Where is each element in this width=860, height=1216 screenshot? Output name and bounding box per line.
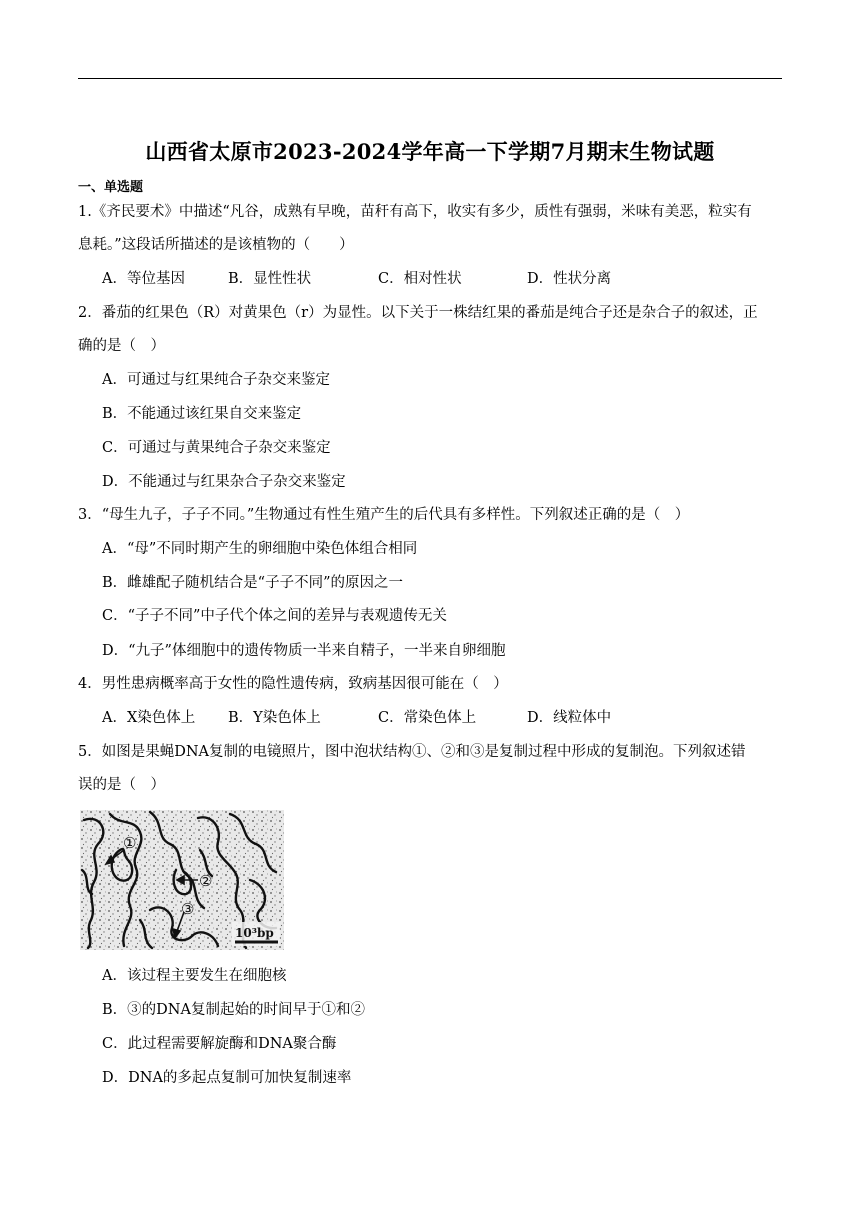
question-1-stem-line-1: 1.《齐民要术》中描述“凡谷，成熟有早晚，苗秆有高下，收实有多少，质性有强弱，米味有美恶，粒实有	[78, 204, 752, 220]
question-3-stem-line-1: 3．“母生九子，子子不同。”生物通过有性生殖产生的后代具有多样性。下列叙述正确的是（ ）	[78, 507, 690, 523]
question-2-option-c[interactable]: C．可通过与黄果纯合子杂交来鉴定	[102, 440, 331, 456]
question-2-stem-line-2: 确的是（ ）	[78, 338, 165, 354]
question-2-option-d[interactable]: D．不能通过与红果杂合子杂交来鉴定	[102, 474, 346, 490]
page-title: 山西省太原市2023-2024学年高一下学期7月期末生物试题	[145, 139, 715, 164]
question-3-option-c[interactable]: C．“子子不同”中子代个体之间的差异与表观遗传无关	[102, 608, 447, 624]
figure-scale-label: 10³bp	[235, 926, 274, 940]
question-1-option-c[interactable]: C．相对性状	[378, 271, 462, 287]
question-2-stem-line-1: 2．番茄的红果色（R）对黄果色（r）为显性。以下关于一株结红果的番茄是纯合子还是杂合子的叙述，正	[78, 305, 758, 321]
question-1-option-b[interactable]: B．显性性状	[228, 271, 312, 287]
header-rule	[78, 78, 782, 79]
question-5-stem-line-1: 5．如图是果蝇DNA复制的电镜照片，图中泡状结构①、②和③是复制过程中形成的复制泡。下列叙述错	[78, 744, 746, 760]
question-4-option-a[interactable]: A．X染色体上	[102, 710, 196, 726]
question-2-option-a[interactable]: A．可通过与红果纯合子杂交来鉴定	[102, 372, 330, 388]
figure-marker-3: ③	[181, 900, 195, 918]
question-5-option-d[interactable]: D．DNA的多起点复制可加快复制速率	[102, 1070, 352, 1086]
dna-replication-micrograph	[80, 810, 284, 950]
question-4-stem-line-1: 4．男性患病概率高于女性的隐性遗传病，致病基因很可能在（ ）	[78, 676, 508, 692]
question-4-option-b[interactable]: B．Y染色体上	[228, 710, 321, 726]
question-1-stem-line-2: 息耗。”这段话所描述的是该植物的（ ）	[78, 237, 354, 253]
question-3-option-b[interactable]: B．雌雄配子随机结合是“子子不同”的原因之一	[102, 575, 403, 591]
figure-marker-1: ①	[123, 834, 137, 852]
question-5-stem-line-2: 误的是（ ）	[78, 777, 165, 793]
figure-marker-2: ②	[199, 872, 213, 890]
question-5-option-c[interactable]: C．此过程需要解旋酶和DNA聚合酶	[102, 1036, 337, 1052]
question-4-option-d[interactable]: D．线粒体中	[527, 710, 612, 726]
question-5-option-a[interactable]: A．该过程主要发生在细胞核	[102, 968, 287, 984]
question-5-option-b[interactable]: B．③的DNA复制起始的时间早于①和②	[102, 1002, 365, 1018]
question-2-option-b[interactable]: B．不能通过该红果自交来鉴定	[102, 406, 302, 422]
question-4-option-c[interactable]: C．常染色体上	[378, 710, 477, 726]
question-3-option-a[interactable]: A．“母”不同时期产生的卵细胞中染色体组合相同	[102, 541, 418, 557]
question-3-option-d[interactable]: D．“九子”体细胞中的遗传物质一半来自精子，一半来自卵细胞	[102, 643, 506, 659]
question-1-option-d[interactable]: D．性状分离	[527, 271, 612, 287]
question-1-option-a[interactable]: A．等位基因	[102, 271, 185, 287]
section-heading: 一、单选题	[78, 180, 144, 195]
